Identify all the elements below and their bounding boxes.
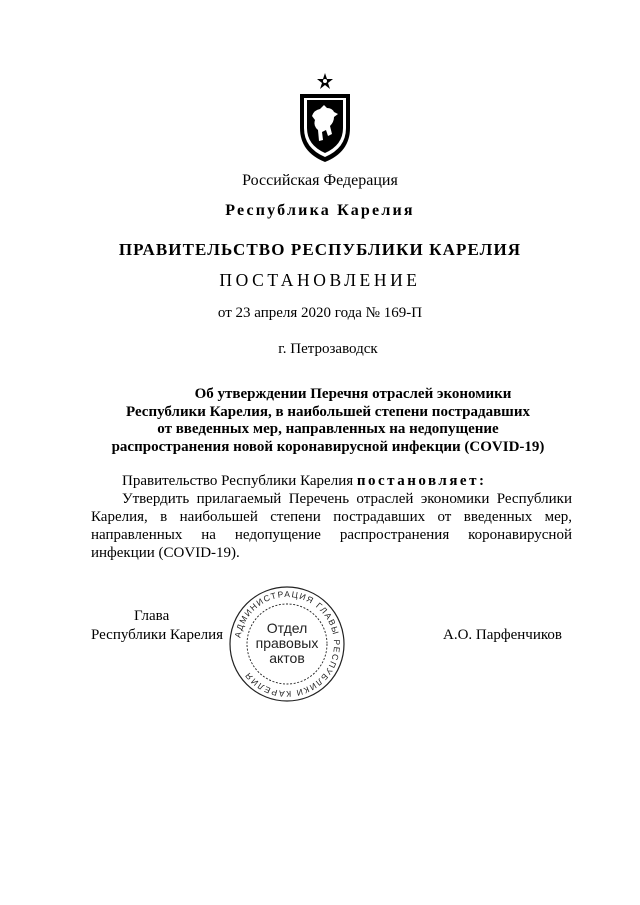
document-date-number: от 23 апреля 2020 года № 169-П — [217, 305, 423, 321]
decree-intro-text: Правительство Республики Карелия — [122, 473, 357, 489]
stamp-line: актов — [269, 650, 305, 666]
document-city: г. Петрозаводск — [278, 341, 378, 357]
signatory-name: А.О. Парфенчиков — [443, 627, 562, 643]
subject-line: распространения новой коронавирусной инфекции (COVID-19) — [111, 438, 545, 455]
document-subject — [108, 386, 548, 456]
subject-line: Об утверждении Перечня отраслей экономики — [194, 386, 512, 402]
decree-text: Утвердить прилагаемый Перечень отраслей экономики Республики Карелия, в наибольшей степени пострадавших от введенных мер, направленных на недопущение распространения коронавирусной инфекции (COVID-19). — [91, 491, 572, 561]
karelia-coat-of-arms-icon — [296, 72, 354, 164]
decree-intro — [91, 472, 572, 490]
signatory-title-line2: Республики Карелия — [91, 627, 224, 643]
official-stamp — [228, 585, 346, 703]
signatory-title-line1: Глава — [134, 608, 170, 624]
document-type: ПОСТАНОВЛЕНИЕ — [219, 270, 421, 290]
stamp-ring-text: АДМИНИСТРАЦИЯ ГЛАВЫ РЕСПУБЛИКИ КАРЕЛИЯ — [232, 588, 343, 700]
stamp-line: правовых — [255, 635, 319, 651]
decree-word: постановляет: — [356, 473, 487, 489]
government-title: ПРАВИТЕЛЬСТВО РЕСПУБЛИКИ КАРЕЛИЯ — [118, 240, 522, 259]
stamp-line: Отдел — [266, 620, 308, 636]
subject-line: от введенных мер, направленных на недопущение — [157, 421, 499, 437]
republic-name: Республика Карелия — [225, 202, 415, 219]
subject-line: Республики Карелия, в наибольшей степени пострадавших — [126, 403, 530, 420]
country-name: Российская Федерация — [242, 172, 398, 189]
